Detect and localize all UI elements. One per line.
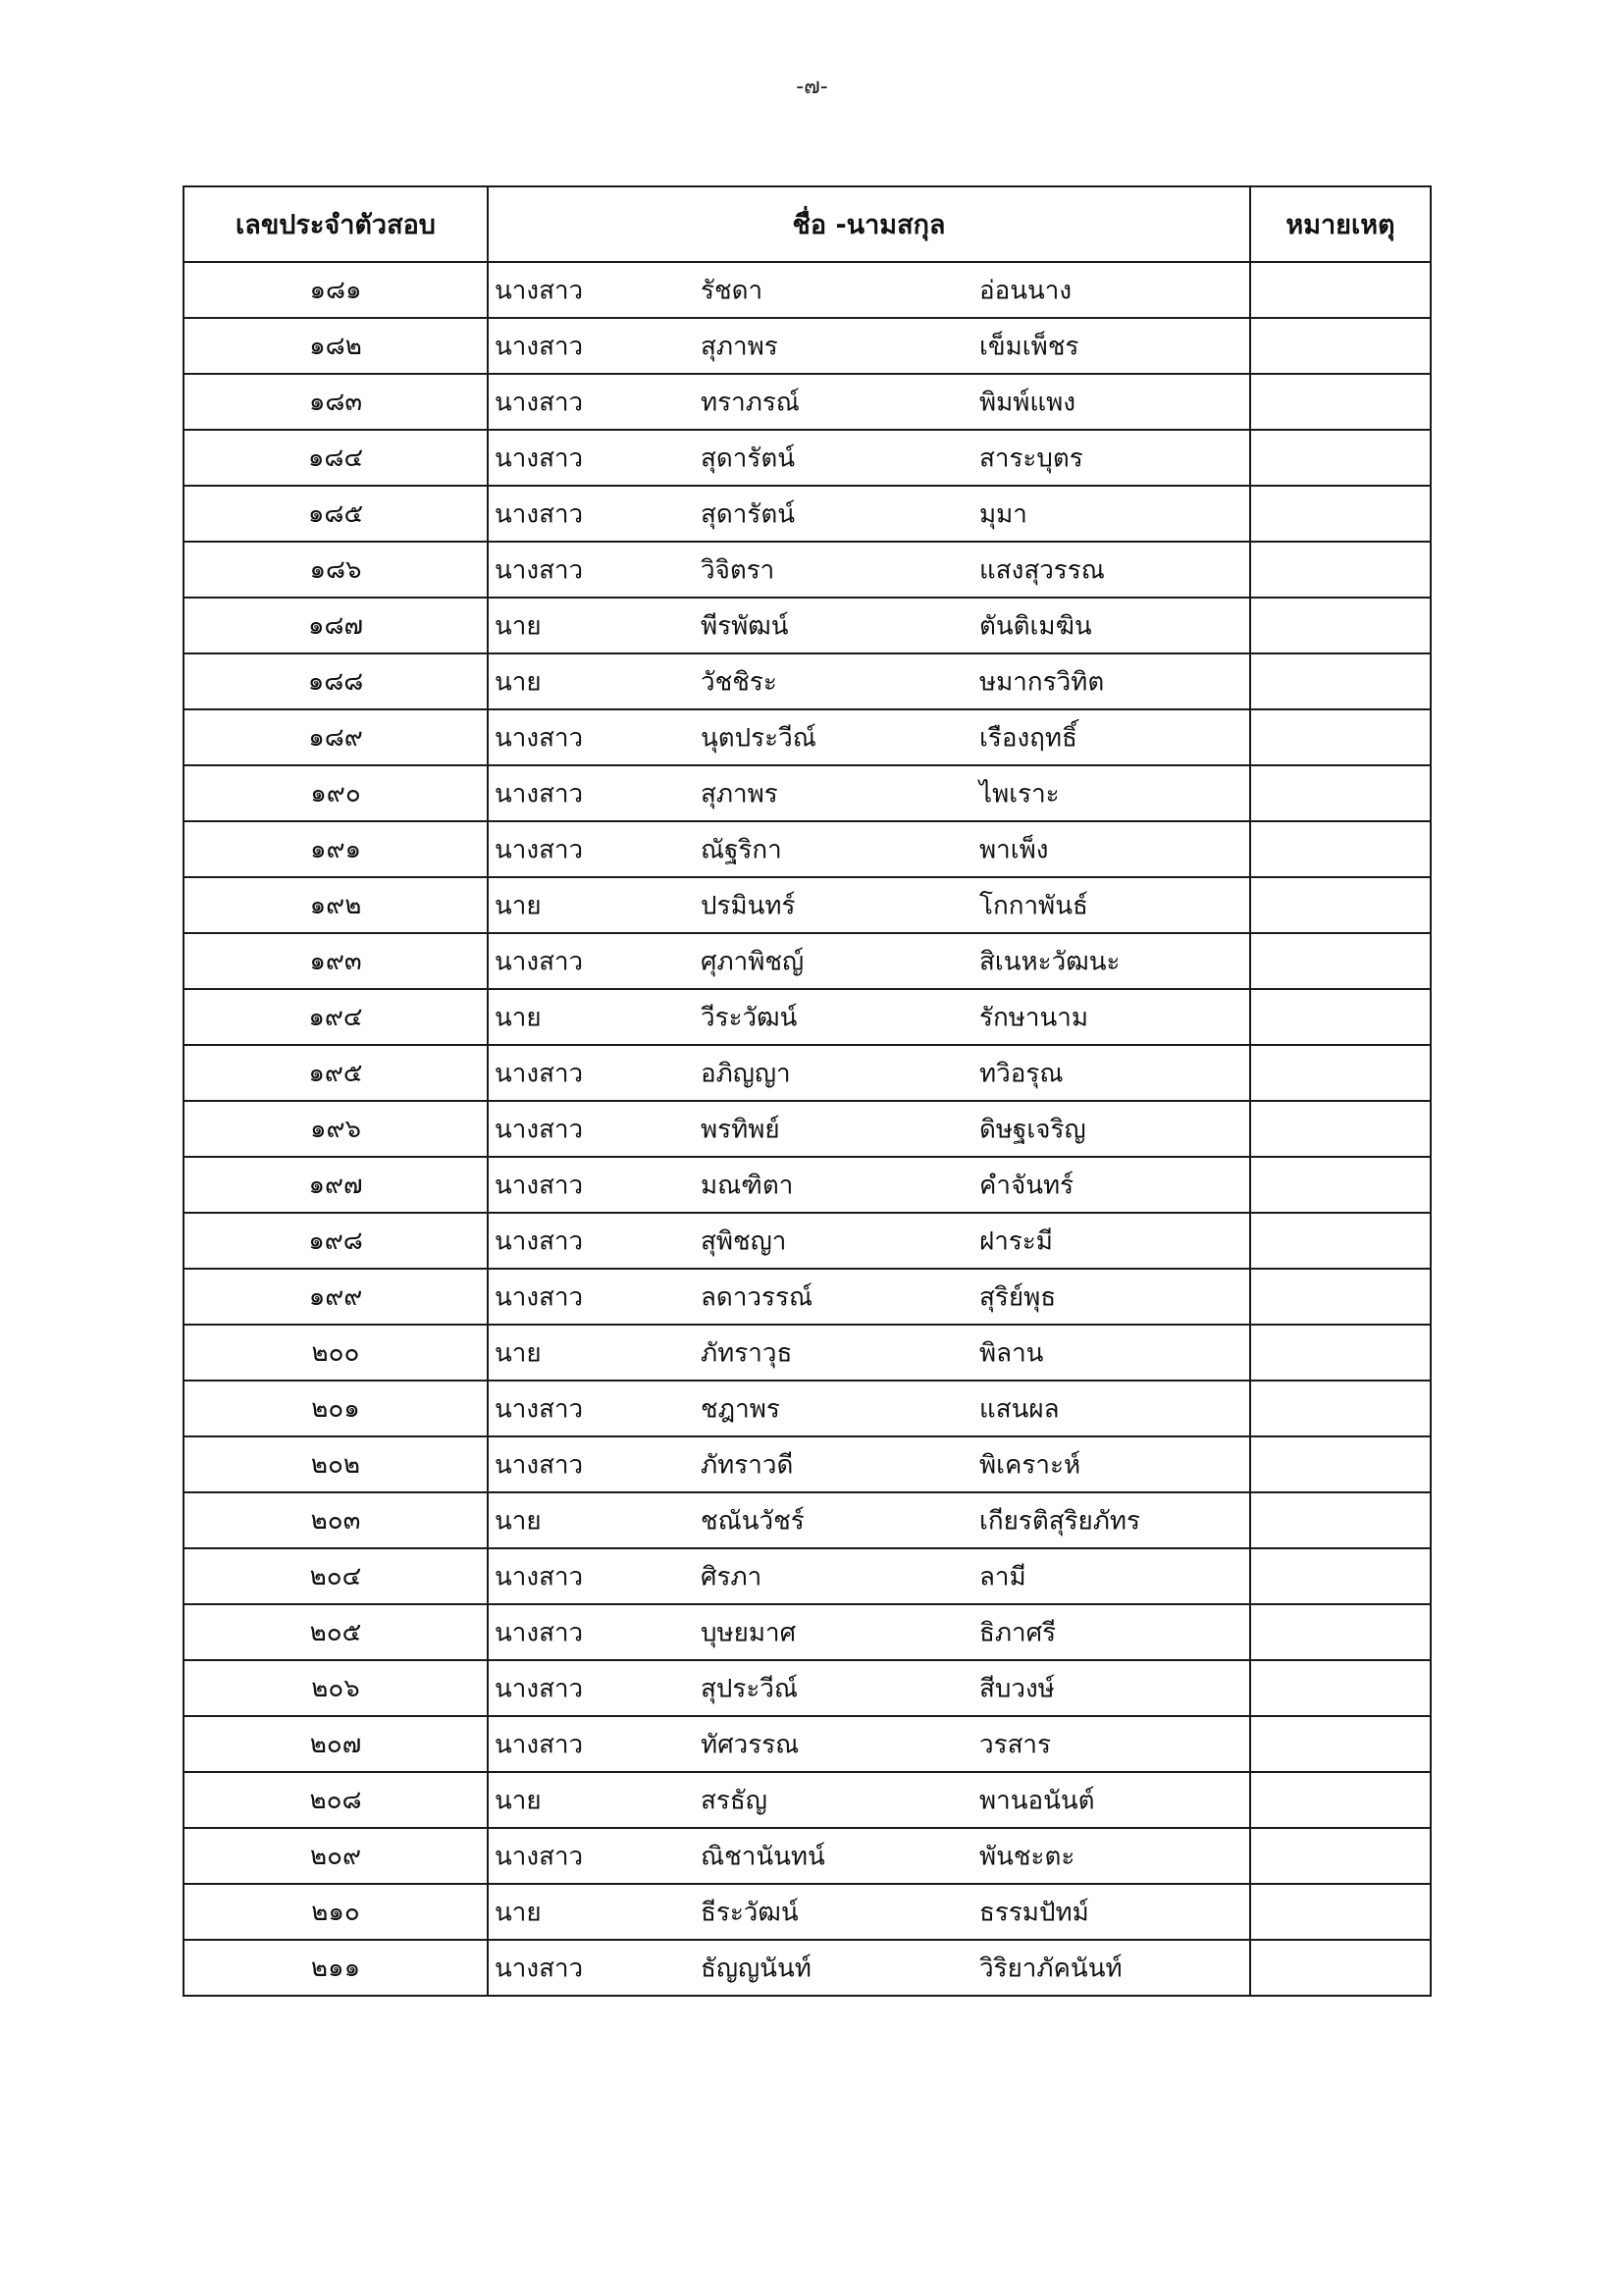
exam-id-cell: ๒๑๑ bbox=[183, 1940, 488, 1996]
first-name: ทัศวรรณ bbox=[701, 1730, 800, 1759]
table-header-row bbox=[183, 186, 1431, 262]
first-name: สรธัญ bbox=[701, 1786, 767, 1815]
last-name: แสงสุวรรณ bbox=[979, 555, 1105, 585]
name-cell bbox=[488, 262, 1250, 318]
last-name: ทวิอรุณ bbox=[979, 1059, 1064, 1088]
remark-cell bbox=[1250, 542, 1431, 598]
name-cell bbox=[488, 1940, 1250, 1996]
name-title: นาย bbox=[495, 1003, 542, 1032]
name-cell bbox=[488, 1828, 1250, 1884]
exam-id-cell: ๒๐๘ bbox=[183, 1772, 488, 1828]
last-name: วรสาร bbox=[979, 1730, 1051, 1759]
name-cell bbox=[488, 1213, 1250, 1269]
table-row bbox=[183, 765, 1431, 821]
name-cell bbox=[488, 1325, 1250, 1381]
table-row bbox=[183, 1269, 1431, 1325]
table-row bbox=[183, 598, 1431, 653]
last-name: ลามี bbox=[979, 1562, 1026, 1591]
table-row bbox=[183, 933, 1431, 989]
exam-id-cell: ๑๙๕ bbox=[183, 1045, 488, 1101]
exam-id-cell: ๑๘๑ bbox=[183, 262, 488, 318]
exam-id-cell: ๒๐๔ bbox=[183, 1548, 488, 1604]
name-cell bbox=[488, 989, 1250, 1045]
name-cell bbox=[488, 821, 1250, 877]
first-name: สุพิชญา bbox=[701, 1226, 787, 1256]
exam-id-cell: ๑๘๘ bbox=[183, 653, 488, 709]
exam-id-cell: ๑๘๒ bbox=[183, 318, 488, 374]
first-name: ทราภรณ์ bbox=[701, 388, 800, 417]
name-title: นาย bbox=[495, 1898, 542, 1927]
table-row bbox=[183, 318, 1431, 374]
remark-cell bbox=[1250, 1101, 1431, 1157]
remark-cell bbox=[1250, 1884, 1431, 1940]
remark-cell bbox=[1250, 821, 1431, 877]
last-name: เข็มเพ็ชร bbox=[979, 332, 1079, 361]
first-name: บุษยมาศ bbox=[701, 1618, 797, 1647]
exam-id-cell: ๑๙๗ bbox=[183, 1157, 488, 1213]
first-name: ศิรภา bbox=[701, 1562, 762, 1591]
table-body bbox=[183, 262, 1431, 1996]
last-name: พิเคราะห์ bbox=[979, 1450, 1081, 1480]
table-row bbox=[183, 374, 1431, 430]
header-exam-id: เลขประจำตัวสอบ bbox=[183, 186, 488, 262]
remark-cell bbox=[1250, 1381, 1431, 1436]
name-cell bbox=[488, 1772, 1250, 1828]
table-row bbox=[183, 989, 1431, 1045]
exam-id-cell: ๑๙๓ bbox=[183, 933, 488, 989]
last-name: พิลาน bbox=[979, 1338, 1044, 1368]
remark-cell bbox=[1250, 1660, 1431, 1716]
remark-cell bbox=[1250, 933, 1431, 989]
first-name: ปรมินทร์ bbox=[701, 891, 796, 920]
name-title: นางสาว bbox=[495, 1450, 584, 1480]
name-cell bbox=[488, 1436, 1250, 1492]
remark-cell bbox=[1250, 430, 1431, 486]
last-name: สีบวงษ์ bbox=[979, 1674, 1055, 1703]
first-name: ณิชานันทน์ bbox=[701, 1842, 825, 1871]
table-row bbox=[183, 486, 1431, 542]
first-name: ธีระวัฒน์ bbox=[701, 1898, 799, 1927]
exam-id-cell: ๑๙๑ bbox=[183, 821, 488, 877]
exam-id-cell: ๒๐๙ bbox=[183, 1828, 488, 1884]
name-title: นางสาว bbox=[495, 499, 584, 529]
name-cell bbox=[488, 1045, 1250, 1101]
name-title: นาย bbox=[495, 1786, 542, 1815]
name-cell bbox=[488, 1660, 1250, 1716]
table-row bbox=[183, 430, 1431, 486]
last-name: พันชะตะ bbox=[979, 1842, 1075, 1871]
remark-cell bbox=[1250, 877, 1431, 933]
first-name: มณฑิตา bbox=[701, 1171, 794, 1200]
exam-id-cell: ๑๙๔ bbox=[183, 989, 488, 1045]
remark-cell bbox=[1250, 989, 1431, 1045]
exam-id-cell: ๑๙๒ bbox=[183, 877, 488, 933]
table-row bbox=[183, 653, 1431, 709]
name-cell bbox=[488, 933, 1250, 989]
table-row bbox=[183, 1492, 1431, 1548]
first-name: รัชดา bbox=[701, 276, 763, 305]
name-title: นางสาว bbox=[495, 1394, 584, 1424]
first-name: พรทิพย์ bbox=[701, 1115, 780, 1144]
first-name: ธัญญนันท์ bbox=[701, 1954, 812, 1983]
name-title: นางสาว bbox=[495, 443, 584, 473]
table-row bbox=[183, 1213, 1431, 1269]
page-number: -๗- bbox=[796, 75, 828, 99]
exam-id-cell: ๒๐๑ bbox=[183, 1381, 488, 1436]
table-row bbox=[183, 542, 1431, 598]
exam-id-cell: ๒๐๖ bbox=[183, 1660, 488, 1716]
remark-cell bbox=[1250, 486, 1431, 542]
name-title: นางสาว bbox=[495, 1674, 584, 1703]
last-name: สุริย์พุธ bbox=[979, 1282, 1057, 1312]
name-title: นางสาว bbox=[495, 1282, 584, 1312]
last-name: วิริยาภัคนันท์ bbox=[979, 1954, 1123, 1983]
name-title: นางสาว bbox=[495, 388, 584, 417]
first-name: ชฎาพร bbox=[701, 1394, 780, 1424]
first-name: สุดารัตน์ bbox=[701, 443, 795, 473]
last-name: อ่อนนาง bbox=[979, 276, 1073, 305]
name-title: นางสาว bbox=[495, 332, 584, 361]
remark-cell bbox=[1250, 1492, 1431, 1548]
first-name: สุภาพร bbox=[701, 332, 778, 361]
name-title: นางสาว bbox=[495, 555, 584, 585]
remark-cell bbox=[1250, 709, 1431, 765]
exam-id-cell: ๑๙๐ bbox=[183, 765, 488, 821]
last-name: ษมากรวิทิต bbox=[979, 667, 1105, 697]
remark-cell bbox=[1250, 1716, 1431, 1772]
name-title: นาย bbox=[495, 611, 542, 641]
table-row bbox=[183, 1045, 1431, 1101]
remark-cell bbox=[1250, 765, 1431, 821]
first-name: วัชชิระ bbox=[701, 667, 777, 697]
table-row bbox=[183, 1381, 1431, 1436]
first-name: สุประวีณ์ bbox=[701, 1674, 799, 1703]
last-name: ตันติเมฆิน bbox=[979, 611, 1092, 641]
last-name: พาเพ็ง bbox=[979, 835, 1049, 864]
table-row bbox=[183, 1101, 1431, 1157]
first-name: ภัทราวดี bbox=[701, 1450, 794, 1480]
last-name: คำจันทร์ bbox=[979, 1171, 1074, 1200]
exam-id-cell: ๒๐๓ bbox=[183, 1492, 488, 1548]
exam-id-cell: ๒๑๐ bbox=[183, 1884, 488, 1940]
exam-id-cell: ๑๘๖ bbox=[183, 542, 488, 598]
first-name: สุภาพร bbox=[701, 779, 778, 808]
name-title: นางสาว bbox=[495, 1954, 584, 1983]
table-row bbox=[183, 877, 1431, 933]
name-title: นาย bbox=[495, 1506, 542, 1536]
name-cell bbox=[488, 1492, 1250, 1548]
exam-id-cell: ๒๐๗ bbox=[183, 1716, 488, 1772]
last-name: รักษานาม bbox=[979, 1003, 1088, 1032]
header-remark: หมายเหตุ bbox=[1250, 186, 1431, 262]
name-title: นางสาว bbox=[495, 276, 584, 305]
name-cell bbox=[488, 374, 1250, 430]
name-cell bbox=[488, 318, 1250, 374]
name-cell bbox=[488, 1157, 1250, 1213]
remark-cell bbox=[1250, 1548, 1431, 1604]
last-name: ดิษฐเจริญ bbox=[979, 1115, 1086, 1144]
table-row bbox=[183, 262, 1431, 318]
name-cell bbox=[488, 1604, 1250, 1660]
name-title: นางสาว bbox=[495, 835, 584, 864]
remark-cell bbox=[1250, 1157, 1431, 1213]
last-name: ฝาระมี bbox=[979, 1226, 1053, 1256]
table-row bbox=[183, 1157, 1431, 1213]
remark-cell bbox=[1250, 1940, 1431, 1996]
table-row bbox=[183, 1772, 1431, 1828]
last-name: สิเนหะวัฒนะ bbox=[979, 947, 1121, 976]
exam-id-cell: ๑๘๔ bbox=[183, 430, 488, 486]
name-title: นางสาว bbox=[495, 1171, 584, 1200]
last-name: สาระบุตร bbox=[979, 443, 1083, 473]
name-cell bbox=[488, 1101, 1250, 1157]
last-name: ธิภาศรี bbox=[979, 1618, 1057, 1647]
exam-id-cell: ๒๐๐ bbox=[183, 1325, 488, 1381]
table-row bbox=[183, 1940, 1431, 1996]
name-title: นางสาว bbox=[495, 779, 584, 808]
remark-cell bbox=[1250, 598, 1431, 653]
remark-cell bbox=[1250, 262, 1431, 318]
first-name: ศุภาพิชญ์ bbox=[701, 947, 805, 976]
candidate-table bbox=[183, 185, 1432, 1997]
exam-id-cell: ๑๘๕ bbox=[183, 486, 488, 542]
first-name: ลดาวรรณ์ bbox=[701, 1282, 813, 1312]
first-name: อภิญญา bbox=[701, 1059, 791, 1088]
table-row bbox=[183, 1828, 1431, 1884]
exam-id-cell: ๑๘๓ bbox=[183, 374, 488, 430]
first-name: ณัฐริกา bbox=[701, 835, 782, 864]
exam-id-cell: ๑๙๙ bbox=[183, 1269, 488, 1325]
remark-cell bbox=[1250, 374, 1431, 430]
remark-cell bbox=[1250, 1828, 1431, 1884]
table-row bbox=[183, 1716, 1431, 1772]
table-row bbox=[183, 1548, 1431, 1604]
last-name: พานอนันต์ bbox=[979, 1786, 1095, 1815]
name-cell bbox=[488, 1269, 1250, 1325]
last-name: แสนผล bbox=[979, 1394, 1060, 1424]
table-row bbox=[183, 1436, 1431, 1492]
remark-cell bbox=[1250, 1213, 1431, 1269]
name-cell bbox=[488, 877, 1250, 933]
exam-id-cell: ๒๐๕ bbox=[183, 1604, 488, 1660]
name-title: นางสาว bbox=[495, 723, 584, 753]
table-row bbox=[183, 709, 1431, 765]
remark-cell bbox=[1250, 318, 1431, 374]
first-name: ชณันวัชร์ bbox=[701, 1506, 805, 1536]
table-row bbox=[183, 1660, 1431, 1716]
remark-cell bbox=[1250, 1325, 1431, 1381]
exam-id-cell: ๑๘๗ bbox=[183, 598, 488, 653]
table-row bbox=[183, 821, 1431, 877]
table-row bbox=[183, 1325, 1431, 1381]
last-name: เกียรติสุริยภัทร bbox=[979, 1506, 1141, 1536]
name-title: นางสาว bbox=[495, 1562, 584, 1591]
remark-cell bbox=[1250, 653, 1431, 709]
exam-id-cell: ๑๘๙ bbox=[183, 709, 488, 765]
name-cell bbox=[488, 765, 1250, 821]
name-cell bbox=[488, 486, 1250, 542]
name-title: นางสาว bbox=[495, 947, 584, 976]
name-title: นางสาว bbox=[495, 1618, 584, 1647]
name-title: นางสาว bbox=[495, 1226, 584, 1256]
remark-cell bbox=[1250, 1772, 1431, 1828]
first-name: ภัทราวุธ bbox=[701, 1338, 793, 1368]
name-cell bbox=[488, 598, 1250, 653]
name-cell bbox=[488, 1884, 1250, 1940]
remark-cell bbox=[1250, 1604, 1431, 1660]
name-cell bbox=[488, 1381, 1250, 1436]
first-name: นุตประวีณ์ bbox=[701, 723, 816, 753]
name-cell bbox=[488, 1548, 1250, 1604]
first-name: สุดารัตน์ bbox=[701, 499, 795, 529]
name-title: นาย bbox=[495, 891, 542, 920]
last-name: โกกาพันธ์ bbox=[979, 891, 1088, 920]
table-row bbox=[183, 1884, 1431, 1940]
last-name: เรืองฤทธิ์ bbox=[979, 723, 1077, 753]
name-cell bbox=[488, 542, 1250, 598]
first-name: วิจิตรา bbox=[701, 555, 775, 585]
last-name: ไพเราะ bbox=[979, 779, 1060, 808]
exam-id-cell: ๒๐๒ bbox=[183, 1436, 488, 1492]
header-name: ชื่อ -นามสกุล bbox=[488, 186, 1250, 262]
first-name: วีระวัฒน์ bbox=[701, 1003, 798, 1032]
remark-cell bbox=[1250, 1045, 1431, 1101]
exam-id-cell: ๑๙๖ bbox=[183, 1101, 488, 1157]
name-cell bbox=[488, 653, 1250, 709]
name-cell bbox=[488, 1716, 1250, 1772]
last-name: พิมพ์แพง bbox=[979, 388, 1076, 417]
last-name: ธรรมปัทม์ bbox=[979, 1898, 1089, 1927]
last-name: มุมา bbox=[979, 499, 1027, 529]
name-title: นางสาว bbox=[495, 1059, 584, 1088]
first-name: พีรพัฒน์ bbox=[701, 611, 789, 641]
table-row bbox=[183, 1604, 1431, 1660]
remark-cell bbox=[1250, 1269, 1431, 1325]
name-title: นางสาว bbox=[495, 1842, 584, 1871]
exam-id-cell: ๑๙๘ bbox=[183, 1213, 488, 1269]
name-cell bbox=[488, 430, 1250, 486]
name-title: นาย bbox=[495, 667, 542, 697]
name-title: นาย bbox=[495, 1338, 542, 1368]
remark-cell bbox=[1250, 1436, 1431, 1492]
name-title: นางสาว bbox=[495, 1730, 584, 1759]
name-title: นางสาว bbox=[495, 1115, 584, 1144]
name-cell bbox=[488, 709, 1250, 765]
